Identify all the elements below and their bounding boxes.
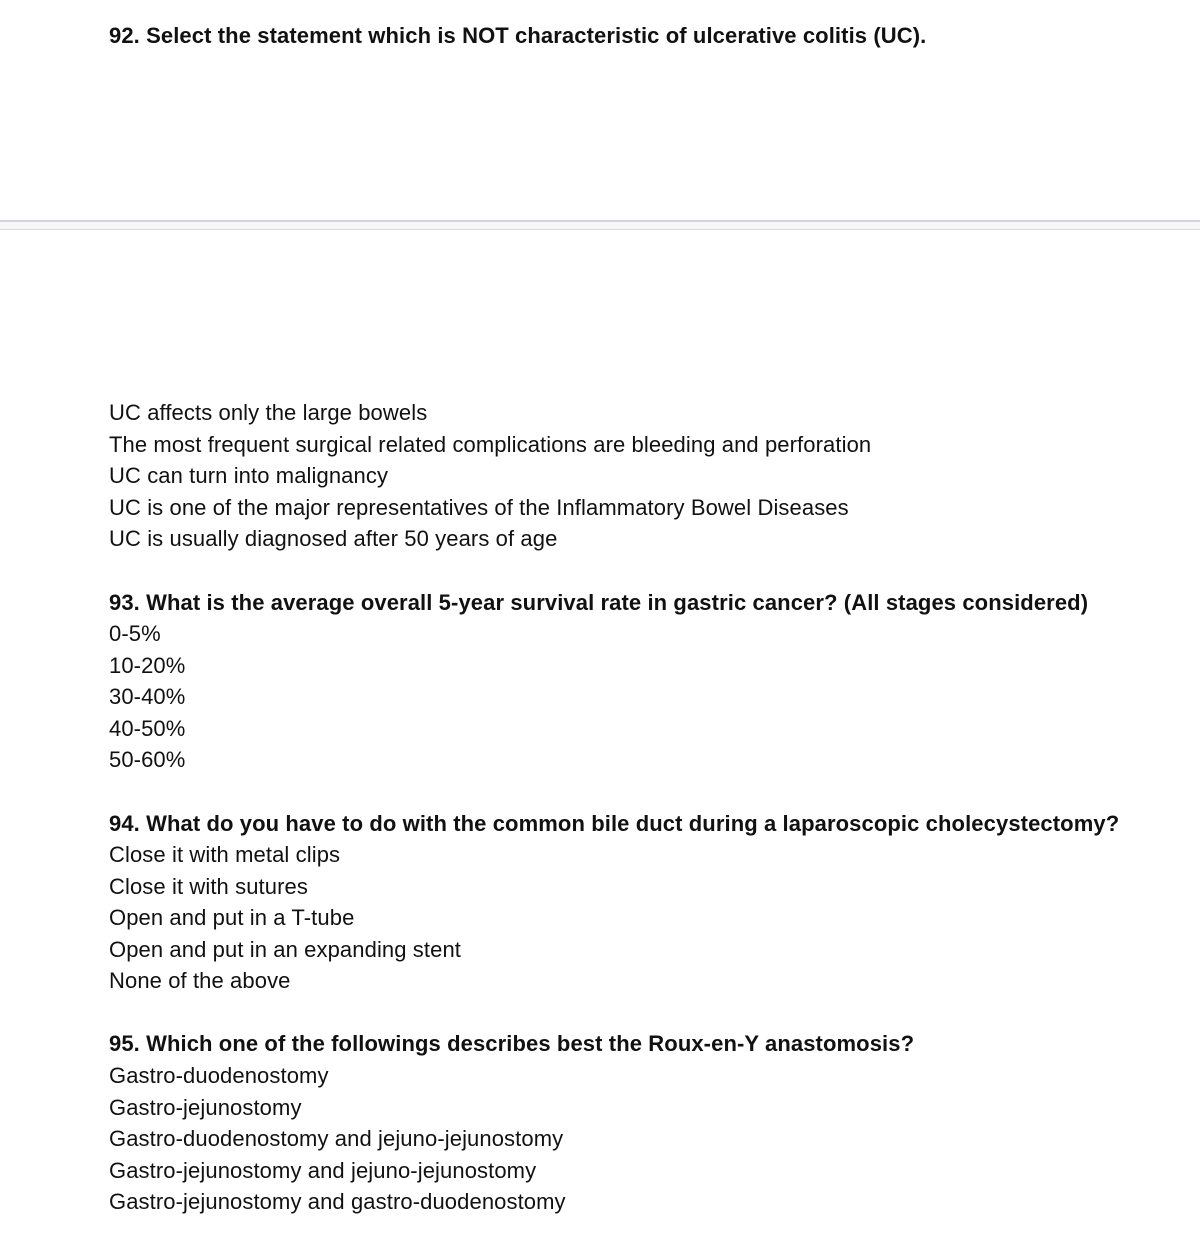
option-item: Close it with sutures	[109, 873, 308, 899]
question-92-options	[109, 397, 871, 555]
option-item: UC affects only the large bowels	[109, 400, 428, 425]
question-95-options	[109, 1060, 566, 1218]
page-separator	[0, 220, 1200, 230]
option-item: UC is usually diagnosed after 50 years of age	[109, 526, 558, 552]
option-item: UC is one of the major representatives of the Inflammatory Bowel Diseases	[109, 494, 849, 520]
option-item: 40-50%	[109, 715, 186, 741]
option-item: The most frequent surgical related complications are bleeding and perforation	[109, 431, 872, 457]
option-item: Open and put in a T-tube	[109, 905, 355, 931]
option-item: Gastro-duodenostomy	[109, 1063, 329, 1088]
question-94-title: 94. What do you have to do with the common bile duct during a laparoscopic cholecystectomy?	[109, 811, 1120, 836]
question-92-title: 92. Select the statement which is NOT characteristic of ulcerative colitis (UC).	[109, 23, 927, 48]
option-item: 50-60%	[109, 747, 186, 773]
question-94-options	[109, 839, 461, 997]
option-item: UC can turn into malignancy	[109, 463, 389, 489]
option-item: Close it with metal clips	[109, 842, 341, 867]
option-item: Gastro-duodenostomy and jejuno-jejunostomy	[109, 1126, 564, 1152]
option-item: 30-40%	[109, 684, 186, 710]
option-item: 0-5%	[109, 621, 161, 646]
option-item: Open and put in an expanding stent	[109, 936, 462, 962]
option-item: 10-20%	[109, 652, 186, 678]
option-item: Gastro-jejunostomy	[109, 1094, 302, 1120]
option-item: Gastro-jejunostomy and jejuno-jejunostomy	[109, 1157, 537, 1183]
question-93-options	[109, 618, 185, 776]
option-item: None of the above	[109, 968, 291, 994]
question-93-title: 93. What is the average overall 5-year survival rate in gastric cancer? (All stages considered)	[109, 590, 1089, 615]
option-item: Gastro-jejunostomy and gastro-duodenostomy	[109, 1189, 566, 1215]
question-95-title: 95. Which one of the followings describes best the Roux-en-Y anastomosis?	[109, 1031, 915, 1056]
